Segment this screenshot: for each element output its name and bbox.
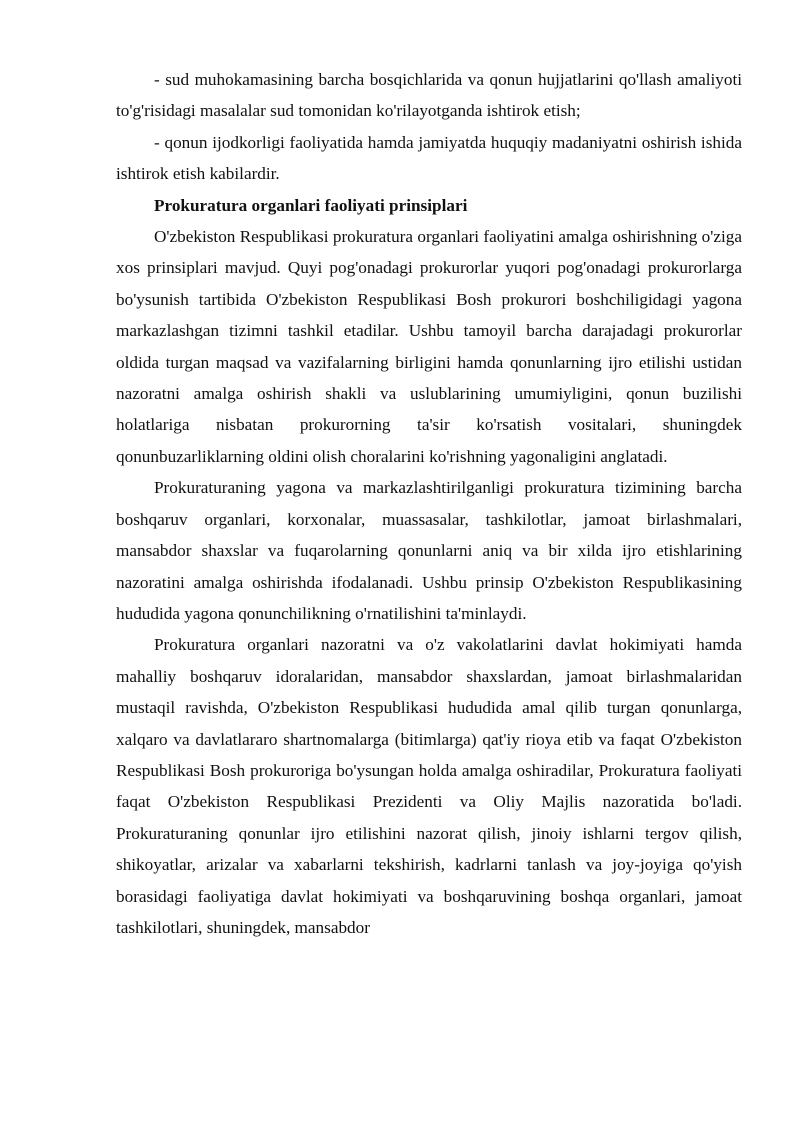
body-paragraph-principles: O'zbekiston Respublikasi prokuratura organlari faoliyatini amalga oshirishning o'ziga xos prinsiplari mavjud. Quyi pog'onadagi prokurorlar yuqori pog'onadagi prokurorlarga bo'ysunish tartibida O'zbekiston Respublikasi Bosh prokurori boshchiligidagi yagona markazlashgan tizimni tashkil etadilar. Ushbu tamoyil barcha darajadagi prokurorlar oldida turgan maqsad va vazifalarning birligini hamda qonunlarning ijro etilishi ustidan nazoratni amalga oshirish shakli va uslublarining umumiyligini, qonun buzilishi holatlariga nisbatan prokurorning ta'sir ko'rsatish vositalari, shuningdek qonunbuzarliklarning oldini olish choralarini ko'rishning yagonaligini anglatadi. bbox=[116, 227, 742, 466]
body-paragraph-centralization: Prokuraturaning yagona va markazlashtirilganligi prokuratura tizimining barcha boshqaruv organlari, korxonalar, muassasalar, tashkilotlar, jamoat birlashmalari, mansabdor shaxslar va fuqarolarning qonunlarni aniq va bir xilda ijro etishlarining nazoratini amalga oshirishda ifodalanadi. Ushbu prinsip O'zbekiston Respublikasining hududida yagona qonunchilikning o'rnatilishini ta'minlaydi. bbox=[116, 478, 742, 623]
section-heading: Prokuratura organlari faoliyati prinsiplari bbox=[154, 195, 468, 215]
body-paragraph-independence: Prokuratura organlari nazoratni va o'z vakolatlarini davlat hokimiyati hamda mahalliy boshqaruv idoralaridan, mansabdor shaxslardan, jamoat birlashmalaridan mustaqil ravishda, O'zbekiston Respublikasi hududida amal qilib turgan qonunlarga, xalqaro va davlatlararo shartnomalarga (bitimlarga) qat'iy rioya etib va faqat O'zbekiston Respublikasi Bosh prokuroriga bo'ysungan holda amalga oshiradilar, Prokuratura faoliyati faqat O'zbekiston Respublikasi Prezidenti va Oliy Majlis nazoratida bo'ladi. Prokuraturaning qonunlar ijro etilishini nazorat qilish, jinoiy ishlarni tergov qilish, shikoyatlar, arizalar va xabarlarni tekshirish, kadrlarni tanlash va joy-joyiga qo'yish borasidagi faoliyatiga davlat hokimiyati va boshqaruvining boshqa organlari, jamoat tashkilotlari, shuningdek, mansabdor bbox=[116, 635, 742, 937]
list-item-lawmaking: - qonun ijodkorligi faoliyatida hamda jamiyatda huquqiy madaniyatni oshirish ishida ishtirok etish kabilardir. bbox=[116, 132, 742, 184]
list-item-court-proceedings: - sud muhokamasining barcha bosqichlarida va qonun hujjatlarini qo'llash amaliyoti to'g'risidagi masalalar sud tomonidan ko'rilayotganda ishtirok etish; bbox=[116, 70, 742, 121]
